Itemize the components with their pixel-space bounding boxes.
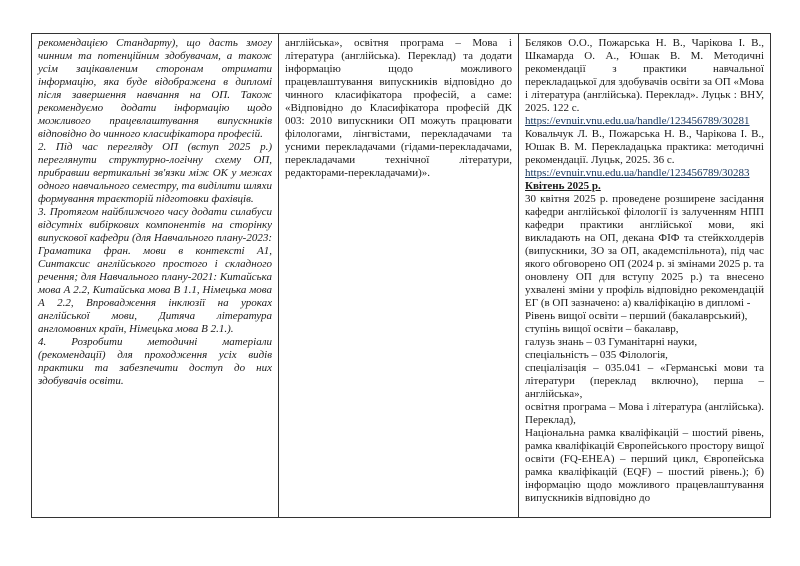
recommendation-item-3: 3. Протягом найближчого часу додати силабуси відсутніх вибіркових компонентів на сторінку випускової кафедри (для Навчального плану-2023: Граматика фран. мови в контексті А1, Синтаксис англійського простого і складного речення; для Навчального плану-2021: Китайська мова А 2.2, Китайська мова В 1.1, Німецька мова А 2.2, Впровадження інклюзії на уроках англійської мови, Дитяча література англомовних країн, Німецька мова В 2.1.). <box>38 206 272 335</box>
recommendation-item-2: 2. Під час перегляду ОП (вступ 2025 р.) переглянути структурно-логічну схему ОП, прибравши вертикальні зв'язки між ОК у межах одного навчального семестру, та виділити шляхи формування траєкторій підготовки фахівців. <box>38 141 272 205</box>
repository-link-2[interactable]: https://evnuir.vnu.edu.ua/handle/123456789/30283 <box>525 167 750 179</box>
specialization-line: спеціалізація – 035.041 – «Германські мови та літератури (переклад включно), перша – англійська», <box>525 362 764 400</box>
diploma-level-line: Рівень вищої освіти – перший (бакалаврський), <box>525 310 748 322</box>
degree-line: ступінь вищої освіти – бакалавр, <box>525 323 679 335</box>
specialty-line: спеціальність – 035 Філологія, <box>525 349 668 361</box>
qualification-framework-text: Національна рамка кваліфікацій – шостий рівень, рамка кваліфікацій Європейського простору вищої освіти (FQ-EHEA) – перший цикл, Європейська рамка кваліфікацій (EQF) – шостий рівень.); б) інформацію щодо можливого працевлаштування випускників відповідно до <box>525 427 764 504</box>
reference-1: Бєляков О.О., Пожарська Н. В., Чарікова І. В., Шкамарда О. А., Юшак В. М. Методичні рекомендації з практики навчальної перекладацької для здобувачів освіти за ОП «Мова і література (англійська). Переклад». Луцьк : ВНУ, 2025. 122 с. <box>525 37 764 114</box>
cell-expert-recommendations <box>32 34 279 517</box>
recommendation-continued-text: рекомендацією Стандарту), що дасть змогу чинним та потенційним здобувачам, а також усім зацікавленим сторонам отримати інформацію, яка буде відображена в дипломі після завершення навчання на ОП. Також рекомендуємо додати інформацію щодо можливого працевлаштування випускників відповідно до чинного класифікатора професій. <box>38 37 272 140</box>
meeting-description: 30 квітня 2025 р. проведене розширене засідання кафедри англійської філології із залученням НПП кафедри практики англійської мови, які викладають на ОП, декана ФІФ та стейкхолдерів (випускники, ЗО за ОП, академспільнота), під час якого обговорено ОП (2024 р. зі змінами 2025 р. та оновлену ОП для вступу 2025 р.) та внесено ухвалені зміни у профіль відповідно рекомендацій ЕГ (в ОП зазначено: а) кваліфікацію в дипломі - <box>525 193 764 309</box>
cell-program-profile-changes <box>279 34 519 517</box>
review-table <box>31 33 771 518</box>
month-heading: Квітень 2025 р. <box>525 180 601 192</box>
repository-link-1[interactable]: https://evnuir.vnu.edu.ua/handle/123456789/30281 <box>525 115 750 127</box>
cell-actions-taken <box>519 34 770 517</box>
profile-changes-text: англійська», освітня програма – Мова і література (англійська). Переклад) та додати інформацію щодо можливого працевлаштування випускників відповідно до чинного класифікатора професій, а саме: «Відповідно до Класифікатора професій ДК 003: 2010 випускники ОП можуть працювати філологами, лінгвістами, перекладачами та усними перекладачами (гідами-перекладачами, перекладачами технічної літератури, редакторами-перекладачами)». <box>285 37 512 179</box>
knowledge-field-line: галузь знань – 03 Гуманітарні науки, <box>525 336 698 348</box>
program-name-line: освітня програма – Мова і література (англійська). Переклад), <box>525 401 764 426</box>
reference-2: Ковальчук Л. В., Пожарська Н. В., Чарікова І. В., Юшак В. М. Перекладацька практика: методичні рекомендації. Луцьк, 2025. 36 с. <box>525 128 764 166</box>
recommendation-item-4: 4. Розробити методичні матеріали (рекомендації) для проходження усіх видів практики та забезпечити доступ до них здобувачів освіти. <box>38 336 272 387</box>
